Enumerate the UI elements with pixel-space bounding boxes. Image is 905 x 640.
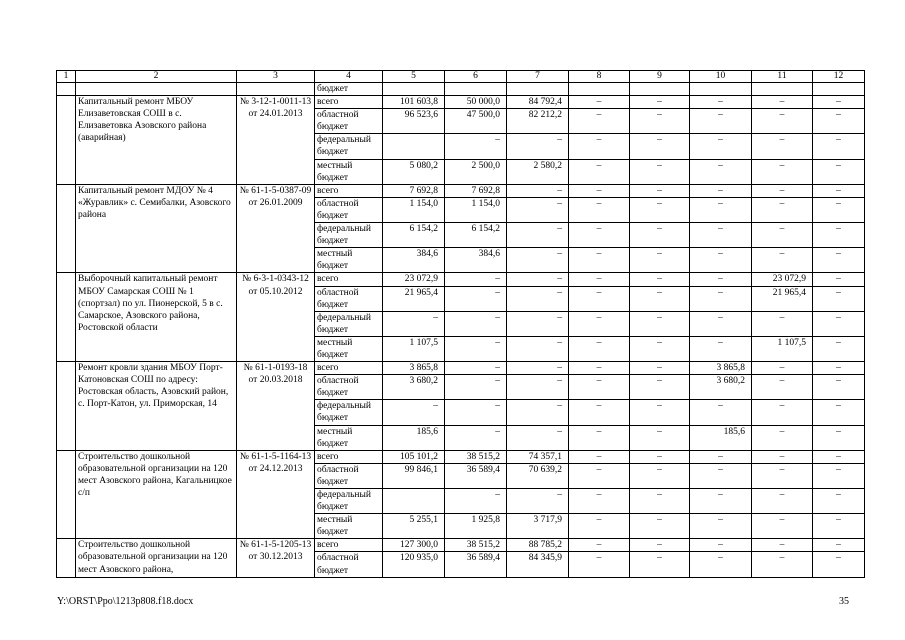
value-cell: 21 965,4	[383, 286, 445, 311]
value-cell: –	[507, 425, 569, 450]
value-cell: –	[445, 134, 507, 159]
column-number: 7	[507, 71, 569, 83]
value-cell: –	[690, 273, 752, 286]
value-cell: –	[445, 425, 507, 450]
value-cell: 1 154,0	[383, 197, 445, 222]
value-cell: 2 580,2	[507, 159, 569, 184]
value-cell: –	[752, 539, 813, 552]
value-cell: –	[445, 375, 507, 400]
value-cell: 3 865,8	[690, 362, 752, 375]
value-cell: 5 255,1	[383, 514, 445, 539]
value-cell: 185,6	[690, 425, 752, 450]
value-cell: –	[630, 134, 690, 159]
value-cell: 36 589,4	[445, 463, 507, 488]
value-cell: –	[752, 223, 813, 248]
value-cell: –	[752, 197, 813, 222]
value-cell: 384,6	[383, 248, 445, 273]
table-row	[57, 273, 865, 286]
value-cell: –	[507, 248, 569, 273]
value-cell: –	[813, 375, 865, 400]
value-cell: –	[507, 489, 569, 514]
value-cell: –	[690, 286, 752, 311]
value-cell: –	[569, 159, 630, 184]
value-cell: –	[690, 336, 752, 361]
value-cell: –	[630, 273, 690, 286]
column-number: 1	[57, 71, 76, 83]
value-cell: 36 589,4	[445, 552, 507, 577]
value-cell: 7 692,8	[445, 184, 507, 197]
funding-source: федеральный бюджет	[315, 489, 383, 514]
value-cell: –	[630, 539, 690, 552]
value-cell: –	[630, 552, 690, 577]
funding-source: всего	[315, 96, 383, 109]
registration-number: № 61-1-5-1164-13 от 24.12.2013	[237, 450, 315, 539]
value-cell: –	[569, 375, 630, 400]
value-cell: –	[507, 197, 569, 222]
funding-source: местный бюджет	[315, 248, 383, 273]
value-cell: –	[569, 109, 630, 134]
value-cell: –	[630, 514, 690, 539]
value-cell: –	[507, 286, 569, 311]
value-cell: –	[630, 197, 690, 222]
value-cell: –	[630, 400, 690, 425]
funding-source: федеральный бюджет	[315, 223, 383, 248]
registration-number: № 61-1-0193-18 от 20.03.2018	[237, 362, 315, 451]
value-cell: –	[752, 489, 813, 514]
value-cell: 96 523,6	[383, 109, 445, 134]
value-cell: –	[813, 463, 865, 488]
funding-source: федеральный бюджет	[315, 134, 383, 159]
value-cell: 120 935,0	[383, 552, 445, 577]
value-cell: –	[507, 400, 569, 425]
value-cell: –	[813, 489, 865, 514]
value-cell: –	[813, 311, 865, 336]
table-row	[57, 539, 865, 552]
value-cell: 74 357,1	[507, 450, 569, 463]
value-cell: –	[752, 159, 813, 184]
value-cell: –	[690, 539, 752, 552]
value-cell: –	[690, 311, 752, 336]
column-number: 8	[569, 71, 630, 83]
value-cell: –	[507, 223, 569, 248]
value-cell: –	[813, 134, 865, 159]
registration-number: № 3-12-1-0011-13 от 24.01.2013	[237, 96, 315, 185]
value-cell: –	[507, 311, 569, 336]
value-cell: 23 072,9	[752, 273, 813, 286]
value-cell: –	[630, 248, 690, 273]
footer-file-path: Y:\ORST\Ppo\1213p808.f18.docx	[57, 596, 194, 607]
value-cell: –	[507, 273, 569, 286]
value-cell: –	[630, 223, 690, 248]
value-cell: –	[507, 362, 569, 375]
value-cell: –	[569, 248, 630, 273]
value-cell: –	[813, 109, 865, 134]
value-cell: –	[752, 109, 813, 134]
value-cell: –	[752, 134, 813, 159]
value-cell: –	[569, 273, 630, 286]
value-cell: –	[507, 375, 569, 400]
value-cell: –	[569, 311, 630, 336]
value-cell: –	[690, 248, 752, 273]
table-row	[57, 362, 865, 375]
funding-source: областной бюджет	[315, 463, 383, 488]
value-cell: –	[630, 489, 690, 514]
value-cell: –	[813, 539, 865, 552]
value-cell: 1 154,0	[445, 197, 507, 222]
value-cell: 1 107,5	[383, 336, 445, 361]
value-cell: 3 680,2	[383, 375, 445, 400]
value-cell: –	[690, 134, 752, 159]
project-name: Строительство дошкольной образовательной организации на 120 мест Азовского района,	[76, 539, 237, 577]
value-cell: –	[813, 286, 865, 311]
value-cell: –	[690, 109, 752, 134]
value-cell: –	[630, 375, 690, 400]
value-cell: –	[813, 425, 865, 450]
value-cell: 70 639,2	[507, 463, 569, 488]
value-cell: –	[813, 514, 865, 539]
value-cell: 2 500,0	[445, 159, 507, 184]
value-cell: –	[569, 489, 630, 514]
column-number-row	[57, 71, 865, 83]
value-cell: –	[445, 273, 507, 286]
value-cell: –	[813, 184, 865, 197]
value-cell: –	[630, 463, 690, 488]
value-cell: –	[690, 184, 752, 197]
value-cell: 50 000,0	[445, 96, 507, 109]
value-cell: 47 500,0	[445, 109, 507, 134]
value-cell: –	[690, 514, 752, 539]
value-cell: –	[630, 96, 690, 109]
value-cell: –	[813, 552, 865, 577]
value-cell: –	[383, 400, 445, 425]
value-cell: –	[630, 336, 690, 361]
value-cell: 23 072,9	[383, 273, 445, 286]
value-cell: –	[630, 425, 690, 450]
value-cell: –	[445, 400, 507, 425]
value-cell: –	[569, 362, 630, 375]
value-cell: 88 785,2	[507, 539, 569, 552]
value-cell: –	[569, 223, 630, 248]
column-number: 2	[76, 71, 237, 83]
funding-source: местный бюджет	[315, 336, 383, 361]
funding-source: всего	[315, 539, 383, 552]
value-cell: –	[630, 311, 690, 336]
value-cell: –	[445, 286, 507, 311]
value-cell: –	[690, 450, 752, 463]
value-cell: –	[752, 425, 813, 450]
value-cell: 127 300,0	[383, 539, 445, 552]
value-cell: 21 965,4	[752, 286, 813, 311]
value-cell: –	[813, 159, 865, 184]
value-cell: –	[813, 400, 865, 425]
funding-source: областной бюджет	[315, 109, 383, 134]
value-cell: 7 692,8	[383, 184, 445, 197]
value-cell: –	[569, 96, 630, 109]
value-cell: –	[690, 197, 752, 222]
value-cell: –	[507, 184, 569, 197]
value-cell: 3 680,2	[690, 375, 752, 400]
value-cell: –	[507, 336, 569, 361]
value-cell: 101 603,8	[383, 96, 445, 109]
funding-source: местный бюджет	[315, 514, 383, 539]
value-cell: 84 792,4	[507, 96, 569, 109]
value-cell: –	[507, 134, 569, 159]
value-cell: 38 515,2	[445, 450, 507, 463]
value-cell: –	[752, 248, 813, 273]
value-cell: –	[752, 311, 813, 336]
project-name: Выборочный капитальный ремонт МБОУ Самарская СОШ № 1 (спортзал) по ул. Пионерской, 5 в с. Самарское, Азовского района, Ростовской области	[76, 273, 237, 362]
column-number: 10	[690, 71, 752, 83]
value-cell: –	[752, 96, 813, 109]
funding-source: областной бюджет	[315, 197, 383, 222]
value-cell: –	[569, 450, 630, 463]
value-cell: –	[752, 450, 813, 463]
funding-source: областной бюджет	[315, 286, 383, 311]
funding-source: местный бюджет	[315, 159, 383, 184]
value-cell: –	[569, 134, 630, 159]
value-cell: –	[569, 463, 630, 488]
column-number: 4	[315, 71, 383, 83]
value-cell: –	[569, 336, 630, 361]
value-cell: –	[569, 400, 630, 425]
value-cell: –	[813, 197, 865, 222]
value-cell: –	[630, 362, 690, 375]
value-cell: –	[690, 159, 752, 184]
value-cell: –	[383, 311, 445, 336]
value-cell: –	[690, 400, 752, 425]
registration-number: № 61-1-5-1205-13 от 30.12.2013	[237, 539, 315, 577]
value-cell: –	[445, 489, 507, 514]
value-cell: 84 345,9	[507, 552, 569, 577]
value-cell: –	[569, 184, 630, 197]
funding-source: федеральный бюджет	[315, 311, 383, 336]
value-cell	[383, 134, 445, 159]
value-cell: 6 154,2	[445, 223, 507, 248]
value-cell: –	[752, 400, 813, 425]
funding-source: федеральный бюджет	[315, 400, 383, 425]
value-cell: –	[630, 450, 690, 463]
value-cell: –	[630, 184, 690, 197]
value-cell: –	[630, 109, 690, 134]
value-cell: 5 080,2	[383, 159, 445, 184]
value-cell: –	[813, 336, 865, 361]
registration-number: № 6-3-1-0343-12 от 05.10.2012	[237, 273, 315, 362]
funding-source: всего	[315, 450, 383, 463]
value-cell: –	[813, 273, 865, 286]
value-cell: –	[445, 311, 507, 336]
column-number: 6	[445, 71, 507, 83]
value-cell: –	[569, 514, 630, 539]
column-number: 11	[752, 71, 813, 83]
project-name: Капитальный ремонт МДОУ № 4 «Журавлик» с. Семибалки, Азовского района	[76, 184, 237, 273]
value-cell: –	[690, 489, 752, 514]
value-cell: –	[690, 223, 752, 248]
funding-source: областной бюджет	[315, 552, 383, 577]
value-cell: 384,6	[445, 248, 507, 273]
value-cell: 99 846,1	[383, 463, 445, 488]
value-cell: –	[630, 286, 690, 311]
value-cell: –	[752, 514, 813, 539]
column-number: 9	[630, 71, 690, 83]
project-name: Капитальный ремонт МБОУ Елизаветовская СОШ в с. Елизаветовка Азовского района (аварийная)	[76, 96, 237, 185]
value-cell: –	[752, 184, 813, 197]
value-cell: –	[445, 362, 507, 375]
value-cell: –	[813, 450, 865, 463]
value-cell: 6 154,2	[383, 223, 445, 248]
value-cell: –	[569, 425, 630, 450]
table-row	[57, 184, 865, 197]
value-cell: –	[813, 248, 865, 273]
column-number: 5	[383, 71, 445, 83]
value-cell: 185,6	[383, 425, 445, 450]
budget-table	[56, 70, 865, 578]
column-number: 3	[237, 71, 315, 83]
value-cell: –	[813, 223, 865, 248]
value-cell: –	[752, 362, 813, 375]
funding-source: всего	[315, 184, 383, 197]
value-cell: 82 212,2	[507, 109, 569, 134]
value-cell: –	[690, 96, 752, 109]
value-cell	[383, 489, 445, 514]
value-cell: –	[630, 159, 690, 184]
value-cell: –	[569, 286, 630, 311]
value-cell: 38 515,2	[445, 539, 507, 552]
value-cell: –	[813, 362, 865, 375]
funding-source: всего	[315, 362, 383, 375]
value-cell: –	[690, 552, 752, 577]
value-cell: 105 101,2	[383, 450, 445, 463]
table-row	[57, 450, 865, 463]
column-number: 12	[813, 71, 865, 83]
table-row	[57, 96, 865, 109]
funding-source: местный бюджет	[315, 425, 383, 450]
project-name: Строительство дошкольной образовательной организации на 120 мест Азовского района, Кагальницкое с/п	[76, 450, 237, 539]
value-cell: 3 865,8	[383, 362, 445, 375]
value-cell: –	[569, 552, 630, 577]
source-cell: бюджет	[315, 83, 383, 96]
carry-over-row	[57, 83, 865, 96]
registration-number: № 61-1-5-0387-09 от 26.01.2009	[237, 184, 315, 273]
funding-source: областной бюджет	[315, 375, 383, 400]
value-cell: –	[569, 197, 630, 222]
value-cell: 3 717,9	[507, 514, 569, 539]
funding-source: всего	[315, 273, 383, 286]
value-cell: –	[752, 375, 813, 400]
value-cell: –	[752, 463, 813, 488]
value-cell: –	[813, 96, 865, 109]
value-cell: 1 925,8	[445, 514, 507, 539]
value-cell: –	[445, 336, 507, 361]
value-cell: –	[569, 539, 630, 552]
value-cell: 1 107,5	[752, 336, 813, 361]
value-cell: –	[690, 463, 752, 488]
page-number: 35	[839, 596, 849, 607]
value-cell: –	[752, 552, 813, 577]
project-name: Ремонт кровли здания МБОУ Порт-Катоновская СОШ по адресу: Ростовская область, Азовский район, с. Порт-Катон, ул. Приморская, 14	[76, 362, 237, 451]
